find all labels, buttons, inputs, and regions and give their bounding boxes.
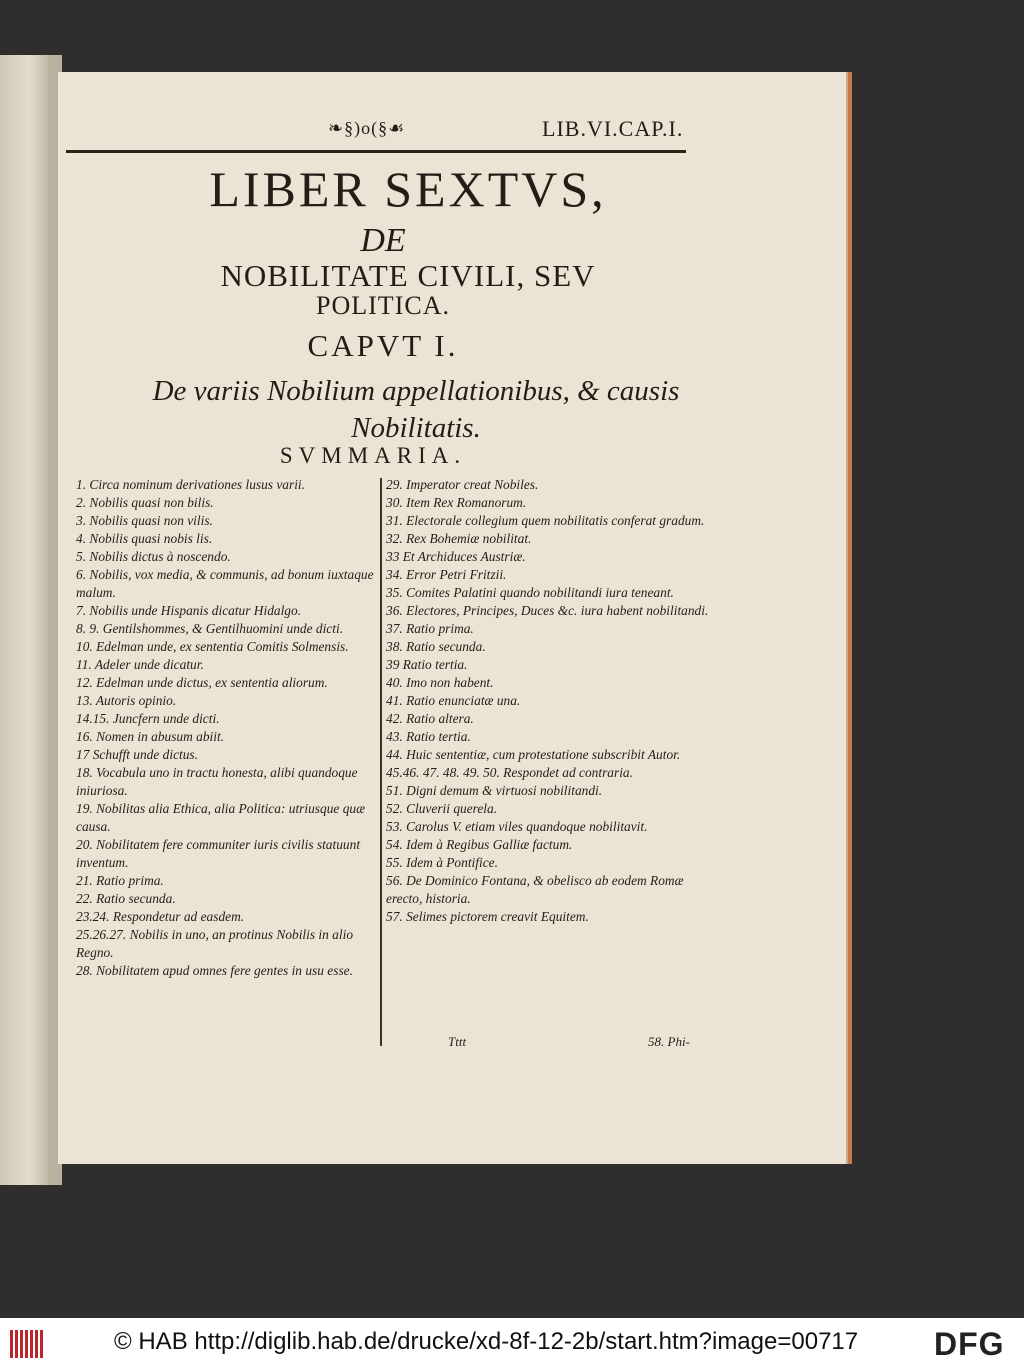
summary-entry: 2. Nobilis quasi non bilis. [76, 495, 214, 510]
summary-entry: 19. Nobilitas alia Ethica, alia Politica: utriusque quæ causa. [76, 801, 366, 834]
summary-entry: 52. Cluverii querela. [386, 801, 498, 816]
running-head-title: LIB.VI.CAP.I. [542, 116, 684, 141]
summary-entry: 23.24. Respondetur ad easdem. [76, 909, 245, 924]
chapter-title: CAPVT I. [307, 328, 459, 363]
summary-entry: 6. Nobilis, vox media, & communis, ad bonum iuxtaque malum. [76, 567, 374, 600]
title-politica: POLITICA. [316, 291, 450, 320]
summary-entry: 20. Nobilitatem fere communiter iuris civilis statuunt inventum. [76, 837, 361, 870]
summary-entry: 10. Edelman unde, ex sententia Comitis Solmensis. [76, 639, 349, 654]
chapter-subtitle: De variis Nobilium appellationibus, & causis Nobilitatis. [152, 375, 680, 444]
summary-entry: 53. Carolus V. etiam viles quandoque nobilitavit. [386, 819, 648, 834]
book-title: LIBER SEXTVS, [209, 161, 607, 217]
summary-entry: 45.46. 47. 48. 49. 50. Respondet ad contraria. [386, 765, 633, 780]
summary-entry: 12. Edelman unde dictus, ex sententia aliorum. [76, 675, 328, 690]
summary-entry: 4. Nobilis quasi nobis lis. [76, 531, 213, 546]
summary-entry: 32. Rex Bohemiæ nobilitat. [386, 531, 532, 546]
summary-entry: 13. Autoris opinio. [76, 693, 177, 708]
summary-entry: 56. De Dominico Fontana, & obelisco ab eodem Romæ erecto, historia. [386, 873, 684, 906]
summary-entry: 44. Huic sententiæ, cum protestatione subscribit Autor. [386, 747, 681, 762]
summary-entry: 57. Selimes pictorem creavit Equitem. [386, 909, 589, 924]
column-divider [380, 478, 382, 1046]
summary-entry: 35. Comites Palatini quando nobilitandi iura teneant. [386, 585, 674, 600]
summary-entry: 37. Ratio prima. [386, 621, 474, 636]
summary-entry: 33 Et Archiduces Austriæ. [386, 549, 526, 564]
ornament-glyph: ❧§)o(§☙ [328, 118, 406, 138]
footer-bar [0, 1318, 1024, 1370]
summary-entry: 7. Nobilis unde Hispanis dicatur Hidalgo. [76, 603, 302, 618]
summaria-heading: SVMMARIA. [279, 443, 467, 468]
summary-entry: 16. Nomen in abusum abiit. [76, 729, 225, 744]
summary-entry: 11. Adeler unde dicatur. [76, 657, 204, 672]
dfg-logo: DFG [934, 1326, 1005, 1362]
hab-logo-icon [10, 1330, 44, 1358]
summary-right-column [386, 476, 716, 926]
summary-entry: 22. Ratio secunda. [76, 891, 176, 906]
summary-entry: 14.15. Juncfern unde dicti. [76, 711, 220, 726]
head-rule [66, 150, 686, 153]
catchword: 58. Phi- [648, 1034, 690, 1049]
summary-entry: 17 Schufft unde dictus. [76, 747, 198, 762]
summary-entry: 39 Ratio tertia. [386, 657, 468, 672]
summary-entry: 8. 9. Gentilshommes, & Gentilhuomini unde dicti. [76, 621, 344, 636]
facing-page-edge [0, 55, 52, 1185]
summary-entry: 28. Nobilitatem apud omnes fere gentes in usu esse. [76, 963, 353, 978]
summary-entry: 54. Idem à Regibus Galliæ factum. [386, 837, 573, 852]
summary-entry: 25.26.27. Nobilis in uno, an protinus Nobilis in alio Regno. [76, 927, 354, 960]
summary-entry: 18. Vocabula uno in tractu honesta, alibi quandoque iniuriosa. [76, 765, 358, 798]
title-de: DE [360, 222, 406, 259]
summary-left-column [76, 476, 381, 980]
summary-entry: 43. Ratio tertia. [386, 729, 471, 744]
title-nobilitate: NOBILITATE CIVILI, SEV [220, 258, 596, 293]
summary-entry: 3. Nobilis quasi non vilis. [76, 513, 213, 528]
summary-entry: 51. Digni demum & virtuosi nobilitandi. [386, 783, 603, 798]
summary-entry: 36. Electores, Principes, Duces &c. iura habent nobilitandi. [386, 603, 709, 618]
page-edge-red [848, 72, 852, 1164]
summary-entry: 34. Error Petri Fritzii. [386, 567, 507, 582]
summary-entry: 42. Ratio altera. [386, 711, 474, 726]
summary-entry: 40. Imo non habent. [386, 675, 494, 690]
summary-entry: 30. Item Rex Romanorum. [386, 495, 527, 510]
summary-entry: 29. Imperator creat Nobiles. [386, 477, 539, 492]
summary-entry: 5. Nobilis dictus à noscendo. [76, 549, 231, 564]
book-page [58, 72, 848, 1164]
credit-link[interactable]: © HAB http://diglib.hab.de/drucke/xd-8f-12-2b/start.htm?image=00717 [114, 1328, 859, 1355]
summary-entry: 55. Idem à Pontifice. [386, 855, 498, 870]
running-head [58, 114, 848, 144]
summary-entry: 31. Electorale collegium quem nobilitatis conferat gradum. [386, 513, 705, 528]
summary-entry: 38. Ratio secunda. [386, 639, 486, 654]
summary-entry: 21. Ratio prima. [76, 873, 164, 888]
summary-entry: 41. Ratio enunciatæ una. [386, 693, 521, 708]
summary-entry: 1. Circa nominum derivationes lusus varii. [76, 477, 305, 492]
signature-mark: Tttt [448, 1034, 467, 1049]
